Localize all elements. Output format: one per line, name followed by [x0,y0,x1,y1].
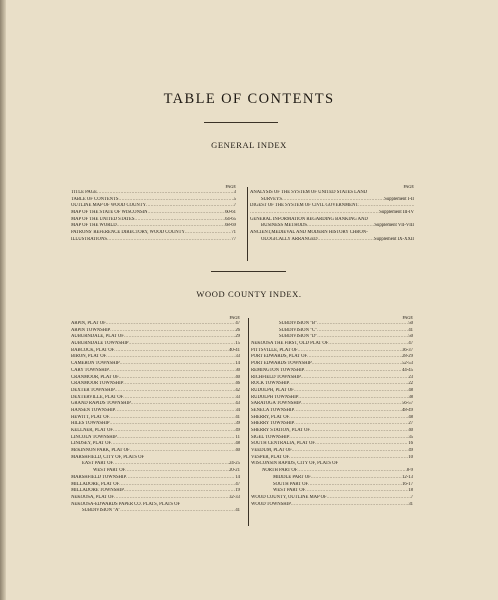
page-column-label: PAGE [225,184,236,189]
entry-page-number: 26 [235,327,240,333]
entry-label: MAP OF THE STATE OF WISCONSIN [71,210,148,216]
index-entry [251,354,413,361]
entry-page-number: 49 [235,428,240,433]
entry-label: ROCK TOWNSHIP [251,381,290,387]
entry-label: PORT EDWARDS, PLAT OF [251,354,308,360]
entry-label: HEWITT, PLAT OF [71,414,110,420]
entry-label: MIDDLE PART OF [273,474,311,480]
index-entry [251,415,413,422]
entry-label: SHERRY, PLAT OF [251,414,290,420]
entry-label: WOOD COUNTY, OUTLINE MAP OF [251,494,327,500]
entry-label: BUSINESS METHODS [261,223,307,229]
dot-leader [117,223,225,230]
index-entry [251,428,413,435]
entry-label: CAMERON TOWNSHIP [71,361,120,367]
index-entry [71,502,240,509]
index-entry [71,415,240,422]
entry-label: DIGEST OF THE SYSTEM OF CIVIL GOVERNMENT [250,203,359,209]
entry-label: SUBDIVISION "A" [82,508,121,514]
index-entry [71,441,240,448]
entry-page-number: 47 [235,321,240,326]
index-entry [251,468,413,475]
page-column-label: PAGE [229,315,240,320]
entry-label: SUBDIVISION "B" [279,321,318,326]
dot-leader [312,361,402,368]
entry-page-number: 23 [408,374,413,380]
index-entry [250,203,414,210]
entry-page-number: Supplement VII-VIII [374,223,414,229]
entry-page-number: 40 [408,428,413,433]
entry-label: RUDOLPH, PLAT OF [251,387,294,393]
dot-leader [114,348,229,355]
dot-leader [109,415,235,422]
index-entry [250,217,414,224]
entry-label: SHERRY TOWNSHIP [251,421,295,427]
index-entry [251,361,413,368]
index-entry [71,401,240,408]
entry-label: KELLNER, PLAT OF [71,428,113,433]
entry-page-number: 30 [235,367,240,373]
entry-page-number: 38 [408,394,413,400]
dot-leader [297,468,406,475]
dot-leader [119,482,235,489]
index-entry [251,495,413,502]
dot-leader [120,508,235,515]
entry-page-number: 41 [235,414,240,420]
index-entry [251,368,413,375]
entry-page-number: Supplement I-II [384,196,414,202]
index-entry [71,381,240,388]
index-entry [251,488,413,495]
index-entry [250,197,414,204]
dot-leader [298,348,402,355]
entry-label: PORT EDWARDS TOWNSHIP [251,361,312,367]
entry-page-number: 15 [235,341,240,347]
entry-label: WEST PART OF [93,468,126,474]
index-entry [71,428,240,435]
entry-page-number: 33 [235,394,240,400]
index-entry [71,321,240,328]
entry-page-number: 27 [408,421,413,427]
entry-label: ANCIENT,MEDIEVAL AND MODERN HISTORY CHRON- [250,230,368,236]
index-entry [71,435,240,442]
dot-leader [134,217,225,224]
index-entry [71,210,236,217]
entry-label: RICHFIELD TOWNSHIP [251,374,301,380]
index-entry [71,508,240,515]
index-entry [71,388,240,395]
entry-label: McKINNON PARK, PLAT OF [71,448,130,454]
entry-label: CARY TOWNSHIP [71,367,109,373]
entry-page-number: 14 [235,474,240,480]
dot-leader [291,502,409,509]
index-entry [251,455,413,462]
index-entry [71,461,240,468]
entry-page-number: 18 [408,488,413,494]
dot-leader [97,190,234,197]
entry-label: LINDSEY, PLAT OF [71,441,112,447]
dot-leader [106,321,236,328]
entry-label: OLOGICALLY ARRANGED [261,236,318,242]
dot-leader [318,237,375,244]
entry-label: BABCOCK, PLAT OF [71,347,115,353]
entry-page-number: 31 [408,501,413,507]
index-entry [71,395,240,402]
dot-leader [131,401,236,408]
entry-label: LINCOLN TOWNSHIP [71,434,117,440]
index-entry [251,395,413,402]
index-entry [71,237,236,244]
index-entry [250,223,414,230]
dot-leader [289,455,408,462]
index-entry [71,408,240,415]
entry-page-number: 5 [233,196,236,202]
wood-index-left-column [71,314,240,515]
wood-index-divider [248,318,249,526]
entry-page-number: 20-21 [229,468,240,474]
entry-label: SURVEYS [261,196,282,202]
section-rule [211,271,286,272]
entry-page-number: 48 [408,414,413,420]
index-entry [251,475,413,482]
entry-label: NORTH PART OF [262,468,298,474]
entry-page-number: 43 [235,401,240,407]
entry-label: HILES TOWNSHIP [71,421,110,427]
index-entry [71,475,240,482]
dot-leader [114,495,229,502]
entry-page-number: 7 [410,494,413,500]
general-right-entries [250,190,414,244]
entry-label: DEXTER TOWNSHIP [71,387,115,393]
entry-label: MILLADORE, PLAT OF [71,481,120,487]
dot-leader [289,381,408,388]
entry-page-number: 8-9 [406,468,413,474]
index-entry [251,482,413,489]
entry-label: AUBURNDALE, PLAT OF [71,334,124,340]
dot-leader [119,197,234,204]
index-entry [250,210,414,217]
entry-label: CRANMOOR TOWNSHIP [71,381,124,387]
wood-right-entries [251,321,413,508]
entry-label: VEEDUM, PLAT OF [251,448,292,454]
index-entry [71,495,240,502]
entry-page-number: 50 [408,334,413,340]
index-entry [251,421,413,428]
entry-page-number: 50 [408,321,413,326]
entry-label: HANSEN TOWNSHIP [71,407,116,413]
dot-leader [115,408,235,415]
index-entry [71,190,236,197]
entry-label: SIGEL TOWNSHIP [251,434,290,440]
entry-label: PITTSVILLE, PLAT OF [251,347,298,353]
wood-index-right-column [251,314,413,508]
entry-label: GRAND RAPIDS TOWNSHIP [71,401,131,407]
dot-leader [126,475,235,482]
dot-leader [119,375,236,382]
page-title: TABLE OF CONTENTS [163,91,335,107]
entry-label: ANALYSIS OF THE SYSTEM OF UNITED STATES LAND [250,190,368,195]
index-entry [251,381,413,388]
entry-page-number: 34 [235,407,240,413]
dot-leader [317,328,408,335]
entry-page-number: 49 [408,448,413,454]
entry-label: SENECA TOWNSHIP [251,407,295,413]
entry-label: TABLE OF CONTENTS [71,196,119,202]
entry-label: SARATOGA TOWNSHIP [251,401,301,407]
entry-page-number: 35 [408,434,413,440]
page-column-label: PAGE [402,315,413,320]
entry-label: MAP OF THE UNITED STATES [71,216,135,222]
entry-label: VESPER, PLAT OF [251,454,290,460]
entry-page-number: 16 [408,441,413,447]
index-entry [71,203,236,210]
entry-page-number: 11 [235,434,240,440]
index-entry [71,230,236,237]
entry-page-number: 12-13 [402,474,413,480]
entry-page-number: 7 [233,203,236,209]
entry-label: MARSHFIELD TOWNSHIP [71,474,127,480]
entry-page-number: 28-29 [402,354,413,360]
index-entry [251,328,413,335]
dot-leader [110,421,236,428]
entry-label: SUBDIVISION "C" [279,327,318,333]
index-entry [251,448,413,455]
entry-page-number: 52-53 [402,361,413,367]
entry-label: BIRON, PLAT OF [71,354,107,360]
entry-label: AUBURNDALE TOWNSHIP [71,341,129,347]
index-entry [251,321,413,328]
general-index-left-column [71,183,236,244]
entry-page-number: 39 [235,421,240,427]
entry-page-number: 3 [233,190,236,195]
dot-leader [109,368,236,375]
general-index-heading: GENERAL INDEX [211,140,287,150]
entry-page-number: Supplement III-IV [379,210,414,216]
dot-leader [106,354,235,361]
index-entry [251,388,413,395]
dot-leader [327,495,411,502]
entry-page-number: 42 [235,387,240,393]
dot-leader [282,197,384,204]
dot-leader [317,334,408,341]
entry-page-number: 14 [235,361,240,367]
entry-page-number: 16-17 [402,481,413,487]
entry-label: MAP OF THE WORLD [71,223,117,229]
entry-page-number: 77 [231,236,236,242]
entry-page-number: Supplement IX-XXII [374,236,414,242]
entry-label: NEKOOSA-EDWARDS PAPER CO. PLATS, PLATS OF [71,501,181,507]
dot-leader [113,428,235,435]
index-entry [71,354,240,361]
dot-leader [305,488,408,495]
dot-leader [107,237,231,244]
entry-label: SUBDIVISION "D" [279,334,318,340]
entry-page-number: 40 [235,448,240,454]
dot-leader [311,475,402,482]
index-entry [251,461,413,468]
index-entry [251,441,413,448]
dot-leader [120,361,236,368]
dot-leader [123,381,235,388]
page-binding-edge [0,0,6,600]
dot-leader [146,203,234,210]
entry-label: TITLE PAGE [71,190,97,195]
index-entry [251,334,413,341]
index-entry [251,375,413,382]
dot-leader [113,461,229,468]
dot-leader [130,448,236,455]
index-entry [250,237,414,244]
dot-leader [185,230,231,237]
entry-page-number: 64-65 [225,216,236,222]
index-entry [250,230,414,237]
entry-page-number: 24-25 [229,461,240,467]
entry-label: SOUTH CENTRALIA, PLAT OF [251,441,315,447]
entry-label: REMINGTON TOWNSHIP [251,367,305,373]
dot-leader [115,388,236,395]
entry-label: WEST PART OF [273,488,306,494]
index-entry [71,375,240,382]
entry-label: MILLADORE TOWNSHIP [71,488,124,494]
entry-page-number: 48-49 [402,407,413,413]
index-entry [71,468,240,475]
entry-page-number: 36-37 [402,347,413,353]
dot-leader [124,334,235,341]
entry-page-number: 10 [408,454,413,460]
entry-page-number: 22 [408,381,413,387]
dot-leader [307,354,402,361]
dot-leader [110,328,235,335]
entry-page-number: 41 [235,508,240,514]
entry-page-number: 47 [408,341,413,347]
index-entry [251,341,413,348]
entry-label: ARPIN TOWNSHIP [71,327,111,333]
dot-leader [111,441,235,448]
index-entry [71,448,240,455]
dot-leader [117,435,236,442]
entry-page-number: 46 [235,381,240,387]
dot-leader [250,210,379,217]
entry-page-number: 56-57 [402,401,413,407]
dot-leader [358,203,414,210]
dot-leader [123,395,235,402]
dot-leader [317,321,408,328]
entry-label: NEKOOSA THE FIRST, OLD PLAT OF [251,341,329,347]
general-index-right-column [250,183,414,244]
entry-page-number: 19 [235,488,240,494]
entry-page-number: 40-41 [229,347,240,353]
entry-label: CRANMOOR, PLAT OF [71,374,119,380]
dot-leader [292,448,409,455]
entry-label: OUTLINE MAP OF WOOD COUNTY [71,203,146,209]
entry-page-number: 71 [231,230,236,236]
general-left-entries [71,190,236,244]
index-entry [71,217,236,224]
index-entry [251,502,413,509]
dot-leader [301,401,402,408]
dot-leader [289,435,408,442]
entry-page-number: 33 [235,354,240,360]
dot-leader [125,468,229,475]
wood-county-index-heading: WOOD COUNTY INDEX. [196,289,302,299]
entry-label: ILLUSTRATIONS [71,236,107,242]
entry-label: GENERAL INFORMATION REGARDING BANKING AND [250,216,368,222]
index-entry [71,455,240,462]
entry-label: PATRONS' REFERENCE DIRECTORY, WOOD COUNTY [71,230,185,236]
wood-left-entries [71,321,240,515]
entry-page-number: 60-61 [225,210,236,216]
index-entry [251,348,413,355]
entry-label: WISCONSIN RAPIDS, CITY OF, PLATS OF [251,461,339,467]
entry-label: ARPIN, PLAT OF [71,321,106,326]
index-entry [71,341,240,348]
index-entry [71,334,240,341]
entry-label: WOOD TOWNSHIP [251,501,291,507]
index-entry [71,361,240,368]
entry-page-number: 68-69 [225,223,236,229]
index-entry [71,328,240,335]
entry-page-number: 32-33 [229,494,240,500]
index-entry [71,482,240,489]
index-entry [251,401,413,408]
index-entry [71,348,240,355]
dot-leader [294,421,408,428]
dot-leader [129,341,236,348]
entry-page-number: 40 [235,374,240,380]
entry-page-number: 48 [235,441,240,447]
entry-label: EAST PART OF [82,461,114,467]
entry-page-number: 44-45 [402,367,413,373]
index-entry [251,435,413,442]
dot-leader [298,395,408,402]
index-entry [250,190,414,197]
entry-label: MARSHFIELD, CITY OF, PLATS OF [71,454,145,460]
dot-leader [308,482,402,489]
dot-leader [301,375,409,382]
dot-leader [294,388,409,395]
index-entry [71,488,240,495]
title-rule [204,122,278,123]
dot-leader [289,415,408,422]
general-index-divider [247,187,248,261]
dot-leader [307,223,374,230]
index-entry [71,223,236,230]
index-entry [71,368,240,375]
index-entry [71,421,240,428]
entry-page-number: 48 [408,387,413,393]
dot-leader [148,210,226,217]
index-entry [71,197,236,204]
entry-label: SOUTH PART OF [273,481,309,487]
entry-page-number: 29 [235,334,240,340]
dot-leader [304,368,402,375]
entry-label: DEXTERVILLE, PLAT OF [71,394,124,400]
dot-leader [294,408,402,415]
entry-page-number: 47 [235,481,240,487]
dot-leader [328,341,408,348]
entry-page-number: 41 [408,327,413,333]
dot-leader [310,428,408,435]
index-entry [251,408,413,415]
dot-leader [315,441,408,448]
entry-label: NEKOOSA, PLAT OF [71,494,115,500]
dot-leader [124,488,235,495]
entry-label: SHERRY STATION, PLAT OF [251,428,311,433]
entry-label: RUDOLPH TOWNSHIP [251,394,299,400]
page-column-label: PAGE [403,184,414,189]
